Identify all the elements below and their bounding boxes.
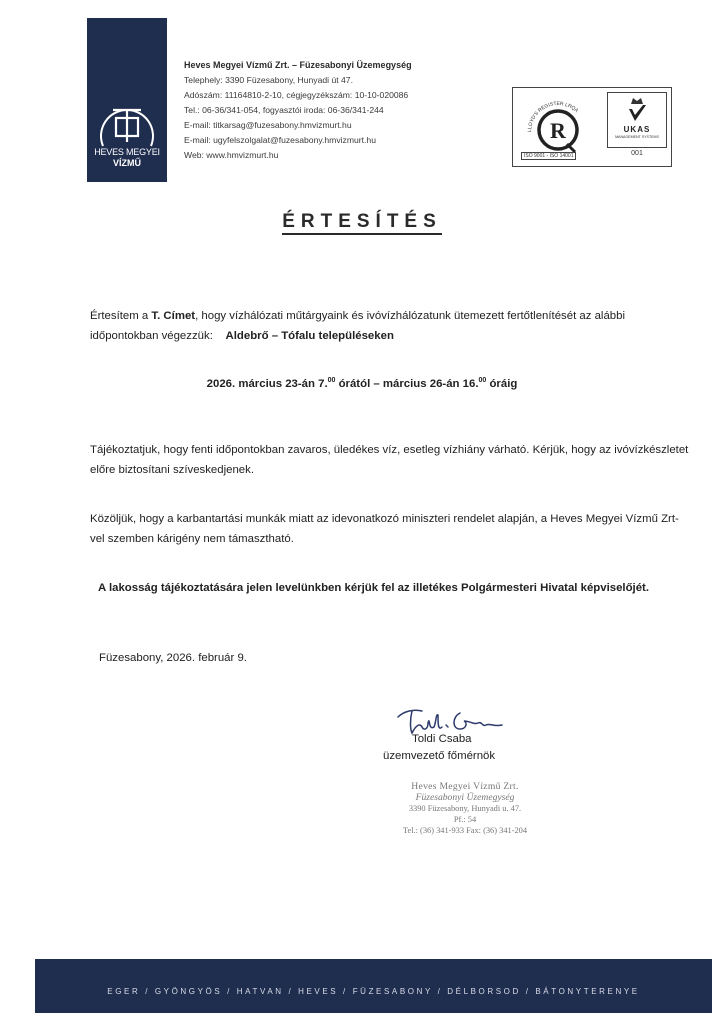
- para1-text-c: időpontokban végezzük:: [90, 330, 213, 342]
- address-line: Telephely: 3390 Füzesabony, Hunyadi út 47.: [184, 75, 353, 85]
- stamp-address: 3390 Füzesabony, Hunyadi u. 47.: [408, 804, 522, 813]
- company-stamp: [380, 781, 550, 836]
- crown-check-icon: [626, 95, 648, 125]
- ukas-sublabel: MANAGEMENT SYSTEMS: [615, 135, 659, 139]
- schedule-end: óráig: [486, 377, 518, 390]
- vizmu-emblem-icon: [95, 98, 159, 148]
- place-and-date: Füzesabony, 2026. február 9.: [99, 652, 247, 664]
- company-logo: [87, 18, 167, 182]
- stamp-company: Heves Megyei Vízmű Zrt.: [411, 781, 519, 792]
- svg-text:R: R: [550, 118, 566, 143]
- paragraph-notice: [90, 306, 690, 346]
- para1-text-b: , hogy vízhálózati műtárgyaink és ivóvízhálózatunk ütemezett fertőtlenítését az alábbi: [195, 310, 625, 322]
- footer-band: [35, 959, 712, 1013]
- schedule-line: [0, 377, 724, 390]
- web-line: Web: www.hmvizmurt.hu: [184, 150, 279, 160]
- ukas-logo: [607, 92, 667, 148]
- letterhead-info: [184, 58, 412, 163]
- stamp-pobox: Pf.: 54: [453, 815, 477, 824]
- company-name: Heves Megyei Vízmű Zrt. – Füzesabonyi Üzemegység: [184, 60, 412, 70]
- schedule-end-minutes: 00: [478, 377, 487, 384]
- certification-badge: [512, 87, 672, 167]
- stamp-unit: Füzesabonyi Üzemegység: [415, 792, 515, 803]
- lrqa-logo-icon: [517, 92, 599, 160]
- schedule-start-minutes: 00: [327, 377, 336, 384]
- footer-locations: EGER / GYÖNGYÖS / HATVAN / HEVES / FÜZESABONY / DÉLBORSOD / BÁTONYTERENYE: [107, 987, 640, 996]
- para1-location: Aldebrő – Tófalu településeken: [225, 330, 394, 342]
- schedule-start: 2026. március 23-án 7.: [206, 377, 328, 390]
- signatory-name: Toldi Csaba: [412, 733, 472, 745]
- signatory-role: üzemvezető főmérnök: [383, 750, 496, 762]
- cert-number: 001: [631, 150, 643, 157]
- paragraph-liability: Közöljük, hogy a karbantartási munkák miatt az idevonatkozó miniszteri rendelet alapján, a Heves Megyei Vízmű Zrt-vel szemben kárigény nem támasztható.: [90, 513, 679, 545]
- paragraph-water-quality: Tájékoztatjuk, hogy fenti időpontokban zavaros, üledékes víz, esetleg vízhiány várható. Kérjük, hogy az ivóvízkészletet előre biztosítani szíveskedjenek.: [90, 444, 689, 476]
- svg-text:LLOYD'S REGISTER LRQA: LLOYD'S REGISTER LRQA: [526, 100, 580, 133]
- paragraph-request: A lakosság tájékoztatására jelen levelünkben kérjük fel az illetékes Polgármesteri Hivatal képviselőjét.: [98, 582, 650, 594]
- logo-text-vizmu: VÍZMŰ: [113, 158, 141, 168]
- document-title: [0, 211, 724, 233]
- para1-text-a: Értesítem a: [90, 310, 152, 322]
- tax-number-line: Adószám: 11164810-2-10, cégjegyzékszám: 10-10-020086: [184, 90, 409, 100]
- ukas-label: UKAS: [623, 125, 651, 134]
- schedule-middle: órától – március 26-án 16.: [335, 377, 479, 390]
- email-line-secretariat: E-mail: titkarsag@fuzesabony.hmvizmurt.hu: [184, 120, 352, 130]
- para1-addressee: T. Címet: [151, 310, 196, 322]
- email-line-customer-service: E-mail: ugyfelszolgalat@fuzesabony.hmvizmurt.hu: [184, 135, 376, 145]
- stamp-phone-fax: Tel.: (36) 341-933 Fax: (36) 341-204: [402, 826, 528, 835]
- logo-text-heves-megyei: HEVES MEGYEI: [94, 147, 160, 157]
- document-title-text: ÉRTESÍTÉS: [282, 211, 442, 235]
- phone-line: Tel.: 06-36/341-054, fogyasztói iroda: 06-36/341-244: [184, 105, 384, 115]
- iso-standards: ISO 9001 - ISO 14001: [521, 152, 576, 160]
